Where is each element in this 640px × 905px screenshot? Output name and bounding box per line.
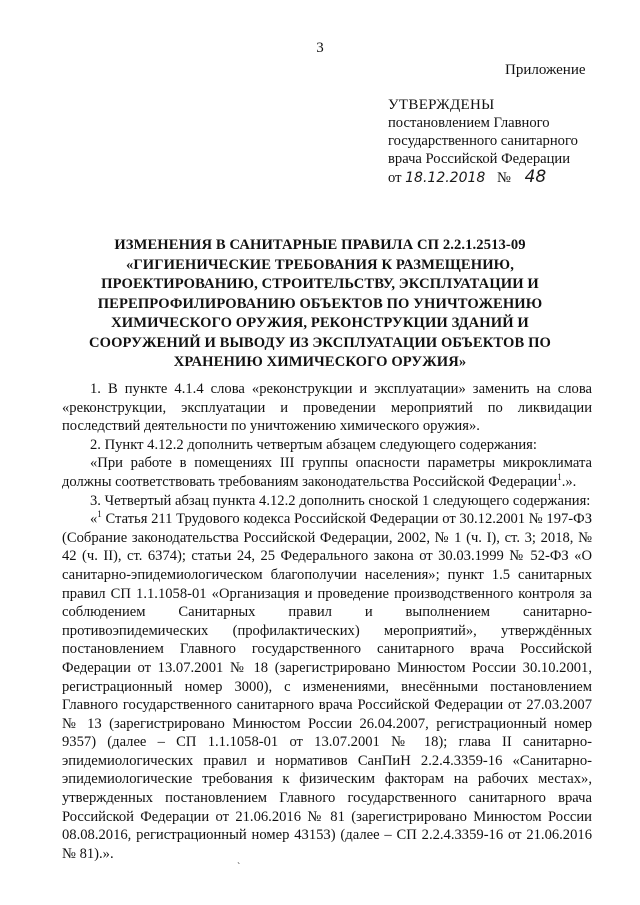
footnote-ref: 1 (557, 472, 562, 483)
paragraph-1: 1. В пункте 4.1.4 слова «реконструкции и эксплуатации» заменить на слова «реконструкции, эксплуатации и проведении мероприятий по ликвидации последствий деятельности по уничтожению химического оружия». (62, 381, 592, 435)
scan-dot: ˋ (237, 862, 241, 873)
approval-number: 48 (524, 167, 547, 187)
paragraph-2: 2. Пункт 4.12.2 дополнить четвертым абзацем следующего содержания: (90, 436, 537, 453)
paragraph-3-end: .». (561, 473, 577, 490)
document-body (62, 380, 592, 863)
approval-line-2: государственного санитарного (388, 133, 578, 149)
paragraph-5 (62, 510, 592, 863)
approval-from-label: от (388, 170, 402, 186)
approval-block (388, 96, 624, 187)
paragraph-3-text: «При работе в помещениях III группы опасности параметры микроклимата должны соответствовать требованиям законодательства Российской Федерации (62, 455, 592, 490)
approval-line-1: постановлением Главного (388, 115, 550, 131)
appendix-label: Приложение (505, 62, 586, 78)
footnote-mark: 1 (97, 509, 102, 520)
approval-line-3: врача Российской Федерации (388, 151, 571, 167)
paragraph-4: 3. Четвертый абзац пункта 4.12.2 дополнить сноской 1 следующего содержания: (90, 492, 591, 509)
approval-number-label: № (496, 170, 511, 186)
page-number: 3 (316, 40, 324, 56)
paragraph-3 (62, 454, 592, 491)
approval-heading: УТВЕРЖДЕНЫ (388, 97, 495, 113)
document-title: ИЗМЕНЕНИЯ В САНИТАРНЫЕ ПРАВИЛА СП 2.2.1.2513-09 «ГИГИЕНИЧЕСКИЕ ТРЕБОВАНИЯ К РАЗМЕЩЕНИЮ, ПРОЕКТИРОВАНИЮ, СТРОИТЕЛЬСТВУ, ЭКСПЛУАТАЦИИ И ПЕРЕПРОФИЛИРОВАНИЮ ОБЪЕКТОВ ПО УНИЧТОЖЕНИЮ ХИМИЧЕСКОГО ОРУЖИЯ, РЕКОНСТРУКЦИИ ЗДАНИЙ И СООРУЖЕНИЙ И ВЫВОДУ ИЗ ЭКСПЛУАТАЦИИ ОБЪЕКТОВ ПО ХРАНЕНИЮ ХИМИЧЕСКОГО ОРУЖИЯ» (89, 237, 551, 370)
approval-date: 18.12.2018 (405, 170, 486, 186)
paragraph-5-text: Статья 211 Трудового кодекса Российской Федерации от 30.12.2001 № 197-ФЗ (Собрание законодательства Российской Федерации, 2002, № 1 (ч. I), ст. 3; 2018, № 42 (ч. II), ст. 6374); статьи 24, 25 Федерального закона от 30.03.1999 № 52-ФЗ «О санитарно-эпидемиологическом благополучии населения»; пункт 1.5 санитарных правил СП 1.1.1058-01 «Организация и проведение производственного контроля за соблюдением Санитарных правил и выполнением санитарно-противоэпидемических (профилактических) мероприятий», утверждённых постановлением Главного государственного санитарного врача Российской Федерации от 13.07.2001 № 18 (зарегистрировано Минюстом России 30.10.2001, регистрационный номер 3000), с изменениями, внесёнными постановлением Главного государственного санитарного врача Российской Федерации от 27.03.2007 № 13 (зарегистрировано Минюстом России 26.04.2007, регистрационный номер 9357) (далее – СП 1.1.1058-01 от 13.07.2001 № 18); глава II санитарно-эпидемиологических правил и нормативов СанПиН 2.2.4.3359-16 «Санитарно-эпидемиологические требования к физическим факторам на рабочих местах», утвержденных постановлением Главного государственного санитарного врача Российской Федерации от 21.06.2016 № 81 (зарегистрировано Минюстом России 08.08.2016, регистрационный номер 43153) (далее – СП 2.2.4.3359-16 от 21.06.2016 № 81).». (62, 511, 592, 862)
approval-date-line (388, 168, 624, 187)
paragraph-5-open: « (90, 511, 98, 528)
